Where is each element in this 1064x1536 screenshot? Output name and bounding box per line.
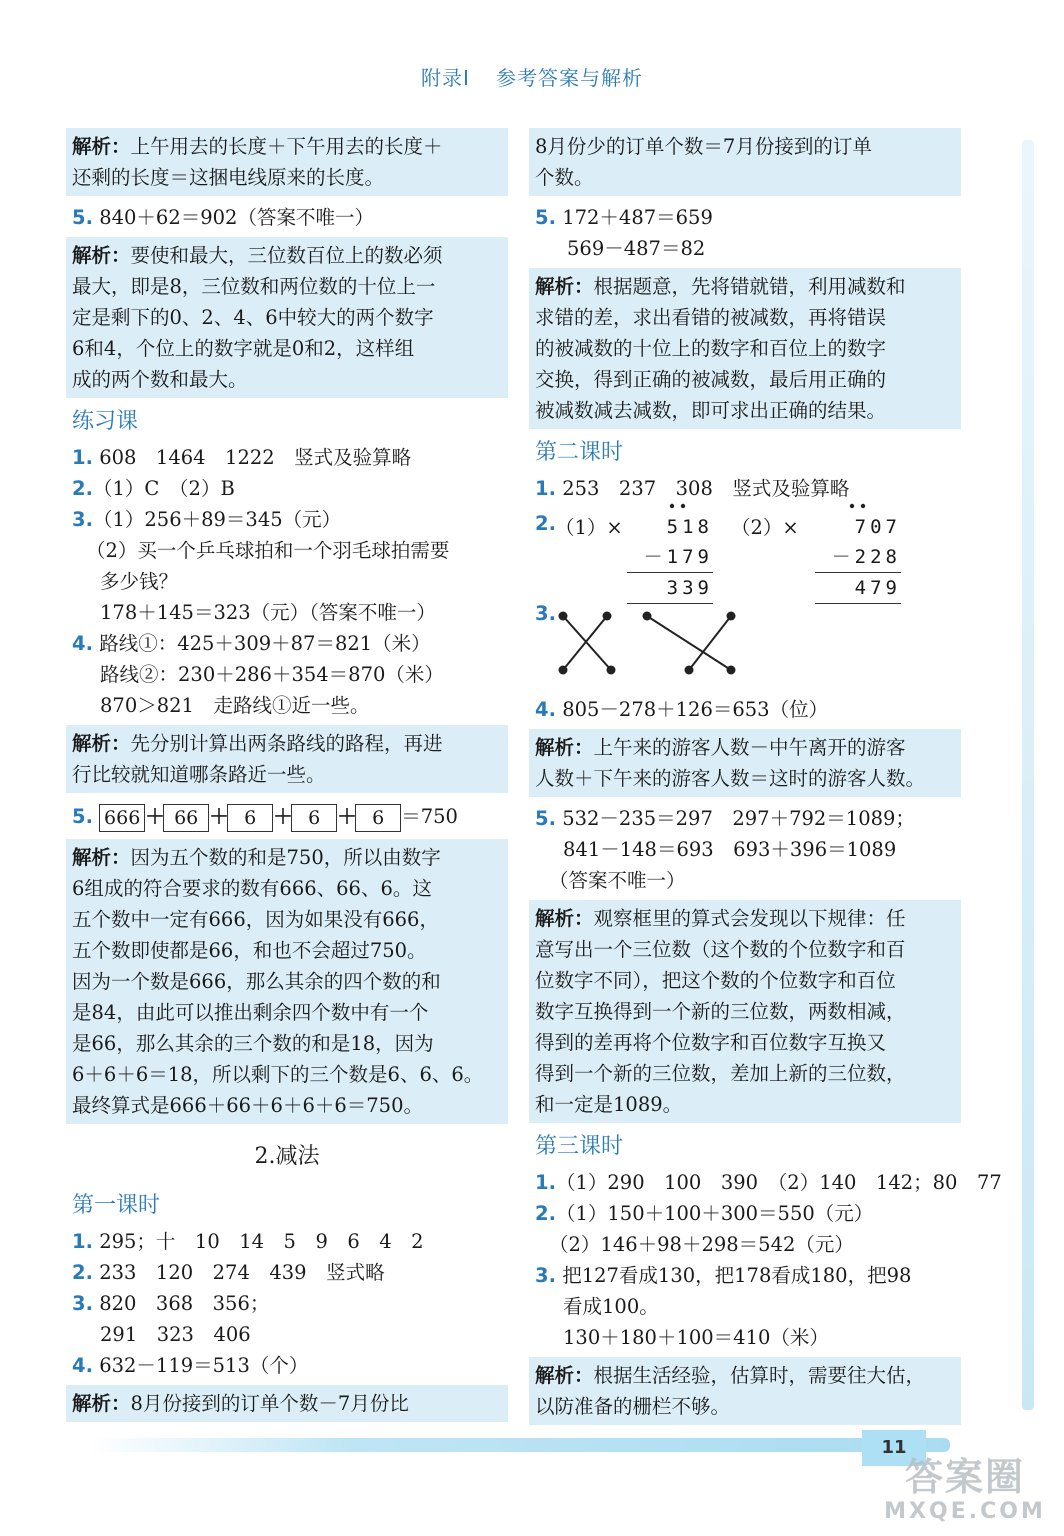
- analysis-text: 因为五个数的和是750，所以由数字: [130, 846, 441, 869]
- analysis-label: 解析：: [535, 275, 594, 298]
- item-number: 4.: [72, 632, 93, 655]
- item-number: 1.: [72, 1230, 93, 1253]
- analysis-text: 意写出一个三位数（这个数的个位数字和百: [535, 938, 906, 961]
- appendix-label: 附录Ⅰ: [421, 66, 470, 90]
- analysis-label: 解析：: [72, 244, 131, 267]
- analysis-text: 和一定是1089。: [535, 1093, 683, 1116]
- answer-text: （1）×: [555, 516, 623, 539]
- item-number: 1.: [72, 446, 93, 469]
- analysis-text: 个数。: [535, 166, 594, 189]
- answer-text: 291 323 406: [100, 1323, 251, 1346]
- analysis-text: 根据生活经验，估算时，需要往大估，: [593, 1364, 926, 1387]
- answer-text: 632－119＝513（个）: [99, 1354, 309, 1377]
- answer-item: [535, 1167, 1002, 1198]
- matching-diagram-row: [535, 602, 955, 694]
- answer-text: 805－278＋126＝653（位）: [562, 698, 829, 721]
- match-dot: [603, 612, 612, 621]
- watermark-text: 答案圈: [904, 1455, 1025, 1499]
- analysis-text: 的被减数的十位上的数字和百位上的数字: [535, 337, 887, 360]
- answer-text: 路线②：230＋286＋354＝870（米）: [100, 663, 444, 686]
- analysis-text: 是84，由此可以推出剩余四个数中有一个: [72, 1001, 429, 1024]
- plus-sign: ＋: [209, 805, 229, 828]
- analysis-text: 观察框里的算式会发现以下规律：任: [593, 907, 906, 930]
- analysis-block: [529, 1357, 961, 1425]
- answer-item: [535, 803, 955, 834]
- item-number: 2.: [72, 1261, 93, 1284]
- subtrahend: －228: [815, 542, 901, 573]
- match-line: [647, 616, 731, 670]
- plus-sign: ＋: [145, 805, 165, 828]
- answer-item: [72, 1288, 502, 1319]
- item-number: 5.: [535, 206, 556, 229]
- match-dot: [685, 666, 694, 675]
- answer-text: 532－235＝297 297＋792＝1089；: [562, 807, 915, 830]
- analysis-text: 位数字不同），把这个数的个位数字和百位: [535, 969, 896, 992]
- difference: 339: [627, 573, 713, 604]
- answer-item: [72, 1257, 502, 1288]
- answer-text: （2）×: [731, 516, 799, 539]
- subtrahend: －179: [627, 542, 713, 573]
- difference: 479: [815, 573, 901, 604]
- match-dot: [559, 612, 568, 621]
- answer-text: 233 120 274 439 竖式略: [99, 1261, 385, 1284]
- watermark-domain: MXQE.COM: [884, 1499, 1046, 1524]
- vertical-subtraction: [627, 512, 713, 604]
- section-heading: 练习课: [72, 409, 139, 434]
- answer-text: 841－148＝693 693＋396＝1089: [563, 838, 897, 861]
- answer-text: （1）C （2）B: [92, 477, 235, 500]
- number-box: 6: [355, 804, 401, 832]
- match-dot: [607, 666, 616, 675]
- vertical-calc-row: [535, 506, 955, 602]
- analysis-block: [66, 725, 508, 793]
- answer-text: （2）146＋98＋298＝542（元）: [549, 1233, 854, 1256]
- item-number: 3.: [72, 508, 93, 531]
- analysis-text: 数字互换得到一个新的三位数，两数相减，: [535, 1000, 906, 1023]
- analysis-label: 解析：: [72, 732, 131, 755]
- footer-bar: [90, 1438, 950, 1452]
- analysis-text: 根据题意，先将错就错，利用减数和: [593, 275, 906, 298]
- chapter-title: 2.减法: [254, 1144, 320, 1169]
- analysis-text: 上午来的游客人数－中午离开的游客: [593, 736, 906, 759]
- analysis-text: 得到的差再将个位数字和百位数字互换又: [535, 1031, 887, 1054]
- plus-sign: ＋: [337, 805, 357, 828]
- matching-lines: [555, 608, 775, 688]
- analysis-text: 先分别计算出两条路线的路程，再进: [130, 732, 443, 755]
- item-number: 4.: [72, 1354, 93, 1377]
- answer-text: 253 237 308 竖式及验算略: [562, 477, 850, 500]
- plus-sign: ＋: [273, 805, 293, 828]
- answer-text: 569－487＝82: [567, 237, 706, 260]
- section-heading: 第一课时: [72, 1193, 161, 1218]
- item-number: 5.: [72, 805, 93, 828]
- answer-item: [72, 473, 502, 504]
- analysis-text: 6和4，个位上的数字就是0和2，这样组: [72, 337, 415, 360]
- left-column: [72, 124, 502, 1426]
- analysis-label: 解析：: [535, 907, 594, 930]
- match-dot: [643, 612, 652, 621]
- match-dot: [727, 666, 736, 675]
- answer-text: 130＋180＋100＝410（米）: [563, 1326, 829, 1349]
- header-title: 参考答案与解析: [495, 66, 643, 90]
- answer-item: [535, 694, 955, 725]
- match-dot: [559, 666, 568, 675]
- item-number: 3.: [535, 1264, 556, 1287]
- answer-text: 178＋145＝323（元）（答案不唯一）: [100, 601, 436, 624]
- analysis-block: [529, 900, 961, 1123]
- number-box: 66: [163, 804, 209, 832]
- borrow-dot: [670, 504, 674, 508]
- analysis-block: [66, 128, 508, 196]
- answer-item: [535, 1260, 955, 1291]
- analysis-block: [66, 1385, 508, 1422]
- borrow-dot: [861, 504, 865, 508]
- item-number: 2.: [72, 477, 93, 500]
- analysis-text: 6组成的符合要求的数有666、66、6。这: [72, 877, 432, 900]
- analysis-text: 上午用去的长度＋下午用去的长度＋: [130, 135, 443, 158]
- analysis-block: [529, 729, 961, 797]
- page-edge-decoration: [1022, 140, 1034, 1410]
- borrow-dot: [681, 504, 685, 508]
- analysis-text: 求错的差，求出看错的被减数，再将错误: [535, 306, 887, 329]
- answer-text: （2）买一个乒乓球拍和一个羽毛球拍需要: [86, 539, 450, 562]
- answer-item: [72, 504, 502, 535]
- vertical-subtraction: [815, 512, 901, 604]
- match-dot: [727, 612, 736, 621]
- answer-text: 看成100。: [563, 1295, 659, 1318]
- watermark-logo: [880, 1456, 1050, 1532]
- analysis-text: 因为一个数是666，那么其余的四个数的和: [72, 970, 441, 993]
- analysis-block: [66, 237, 508, 398]
- analysis-block: [529, 128, 961, 196]
- minuend: 518: [666, 516, 713, 538]
- minuend: 707: [854, 516, 901, 538]
- equation-result: ＝750: [401, 805, 458, 828]
- analysis-label: 解析：: [72, 1392, 131, 1415]
- answer-item: [72, 628, 502, 659]
- answer-item: [72, 202, 502, 233]
- answer-text: 多少钱？: [100, 570, 179, 593]
- match-line: [689, 616, 731, 670]
- right-column: [535, 124, 1002, 1429]
- item-number: 3.: [72, 1292, 93, 1315]
- item-number: 5.: [535, 807, 556, 830]
- analysis-label: 解析：: [535, 736, 594, 759]
- analysis-text: 要使和最大，三位数百位上的数必须: [130, 244, 443, 267]
- analysis-text: 是66，那么其余的三个数的和是18，因为: [72, 1032, 434, 1055]
- analysis-text: 五个数中一定有666，因为如果没有666，: [72, 908, 439, 931]
- analysis-text: 成的两个数和最大。: [72, 368, 248, 391]
- answer-item: [535, 202, 955, 233]
- analysis-text: 人数＋下午来的游客人数＝这时的游客人数。: [535, 767, 926, 790]
- analysis-text: 交换，得到正确的被减数，最后用正确的: [535, 368, 887, 391]
- item-number: 2.: [535, 1202, 556, 1225]
- item-number: 4.: [535, 698, 556, 721]
- analysis-text: 以防准备的栅栏不够。: [535, 1395, 731, 1418]
- answer-text: 870＞821 走路线①近一些。: [100, 694, 370, 717]
- item-number: 3.: [535, 602, 556, 625]
- answer-item: [72, 1350, 502, 1381]
- analysis-label: 解析：: [72, 846, 131, 869]
- answer-text: 把127看成130，把178看成180，把98: [562, 1264, 912, 1287]
- number-box: 6: [291, 804, 337, 832]
- borrow-dot: [850, 504, 854, 508]
- analysis-text: 行比较就知道哪条路近一些。: [72, 763, 326, 786]
- number-box: 666: [99, 804, 145, 832]
- answer-text: 路线①：425＋309＋87＝821（米）: [99, 632, 431, 655]
- item-number: 1.: [535, 1171, 556, 1194]
- analysis-text: 最大，即是8，三位数和两位数的十位上一: [72, 275, 436, 298]
- answer-item: [72, 1226, 502, 1257]
- analysis-text: 被减数减去减数，即可求出正确的结果。: [535, 399, 887, 422]
- analysis-label: 解析：: [72, 135, 131, 158]
- answer-text: （1）256＋89＝345（元）: [92, 508, 342, 531]
- analysis-text: 6＋6＋6＝18，所以剩下的三个数是6、6、6。: [72, 1063, 484, 1086]
- analysis-label: 解析：: [535, 1364, 594, 1387]
- answer-text: 840＋62＝902（答案不唯一）: [99, 206, 374, 229]
- analysis-block: [529, 268, 961, 429]
- number-box: 6: [227, 804, 273, 832]
- answer-item: [72, 442, 502, 473]
- item-number: 5.: [72, 206, 93, 229]
- answer-text: （1）150＋100＋300＝550（元）: [555, 1202, 874, 1225]
- analysis-text: 8月份少的订单个数＝7月份接到的订单: [535, 135, 872, 158]
- page-header: [0, 62, 1064, 91]
- answer-text: 820 368 356；: [99, 1292, 270, 1315]
- analysis-block: [66, 839, 508, 1124]
- analysis-text: 8月份接到的订单个数－7月份比: [130, 1392, 409, 1415]
- answer-text: 295；十 10 14 5 9 6 4 2: [99, 1230, 424, 1253]
- analysis-text: 五个数即使都是66，和也不会超过750。: [72, 939, 427, 962]
- item-number: 2.: [535, 512, 556, 535]
- answer-text: （答案不唯一）: [549, 869, 686, 892]
- answer-item: [535, 1198, 955, 1229]
- answer-text: 172＋487＝659: [562, 206, 713, 229]
- item-number: 1.: [535, 477, 556, 500]
- analysis-text: 得到一个新的三位数，差加上新的三位数，: [535, 1062, 906, 1085]
- analysis-text: 还剩的长度＝这捆电线原来的长度。: [72, 166, 385, 189]
- page-number: 11: [862, 1430, 926, 1466]
- answer-text: （1）290 100 390 （2）140 142；80 77: [555, 1171, 1002, 1194]
- answer-item-boxes: [72, 799, 502, 835]
- section-heading: 第二课时: [535, 440, 624, 465]
- analysis-text: 最终算式是666＋66＋6＋6＋6＝750。: [72, 1094, 423, 1117]
- analysis-text: 定是剩下的0、2、4、6中较大的两个数字: [72, 306, 434, 329]
- section-heading: 第三课时: [535, 1134, 624, 1159]
- answer-text: 608 1464 1222 竖式及验算略: [99, 446, 412, 469]
